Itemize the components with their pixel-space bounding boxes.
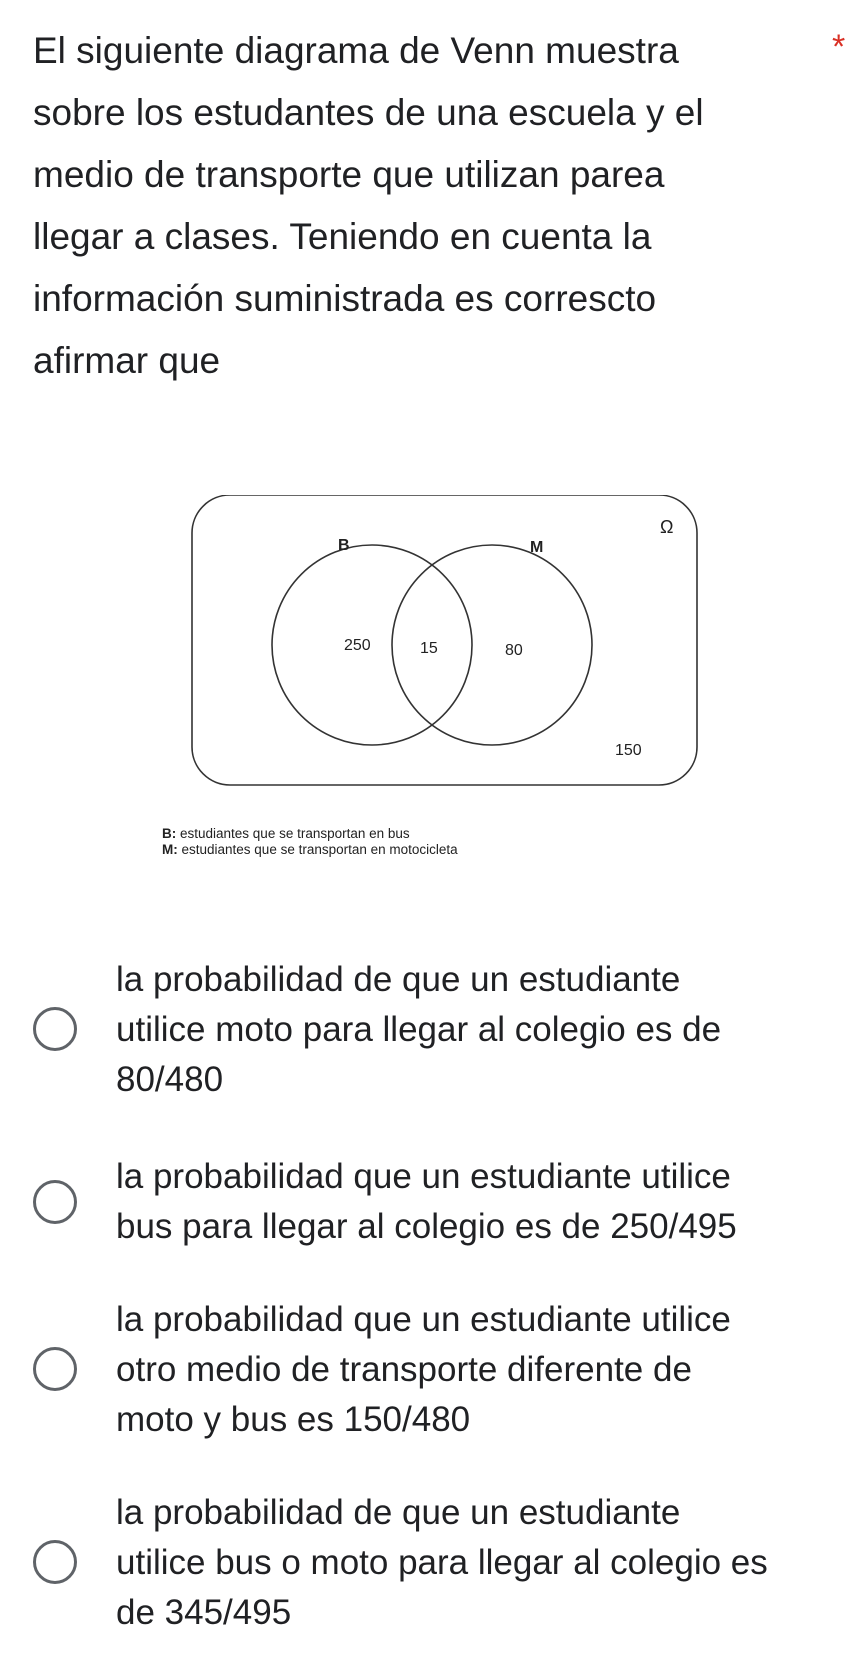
question-line: El siguiente diagrama de Venn muestra: [33, 30, 679, 71]
required-asterisk: *: [832, 28, 846, 66]
outside-value: 150: [615, 742, 642, 759]
option-label[interactable]: la probabilidad de que un estudiante utilice moto para llegar al colegio es de 80/480: [116, 960, 722, 1099]
question-line: sobre los estudantes de una escuela y el: [33, 92, 704, 133]
only-b-value: 250: [344, 637, 371, 654]
radio-button[interactable]: [33, 1347, 77, 1391]
question-title: [33, 20, 793, 392]
radio-button[interactable]: [33, 1540, 77, 1584]
only-m-value: 80: [505, 642, 523, 659]
option-label[interactable]: la probabilidad de que un estudiante utilice bus o moto para llegar al colegio es de 345/495: [116, 1493, 768, 1632]
set-m-label: M: [530, 539, 544, 556]
question-line: afirmar que: [33, 340, 221, 381]
circle-b: [272, 545, 472, 745]
universe-label: Ω: [660, 517, 674, 537]
question-line: información suministrada es correscto: [33, 278, 657, 319]
legend-b: B: estudiantes que se transportan en bus: [162, 826, 410, 841]
option-label[interactable]: la probabilidad que un estudiante utilice otro medio de transporte diferente de moto y bus es 150/480: [116, 1300, 731, 1439]
radio-button[interactable]: [33, 1007, 77, 1051]
intersection-value: 15: [420, 640, 438, 657]
venn-svg: [150, 495, 710, 875]
radio-button[interactable]: [33, 1180, 77, 1224]
set-b-label: B: [338, 537, 350, 554]
venn-legend: [162, 826, 458, 858]
question-line: medio de transporte que utilizan parea: [33, 154, 665, 195]
option-label[interactable]: la probabilidad que un estudiante utilice bus para llegar al colegio es de 250/495: [116, 1157, 737, 1246]
venn-diagram: [150, 495, 710, 875]
question-line: llegar a clases. Teniendo en cuenta la: [33, 216, 652, 257]
legend-m: M: estudiantes que se transportan en motocicleta: [162, 842, 458, 857]
